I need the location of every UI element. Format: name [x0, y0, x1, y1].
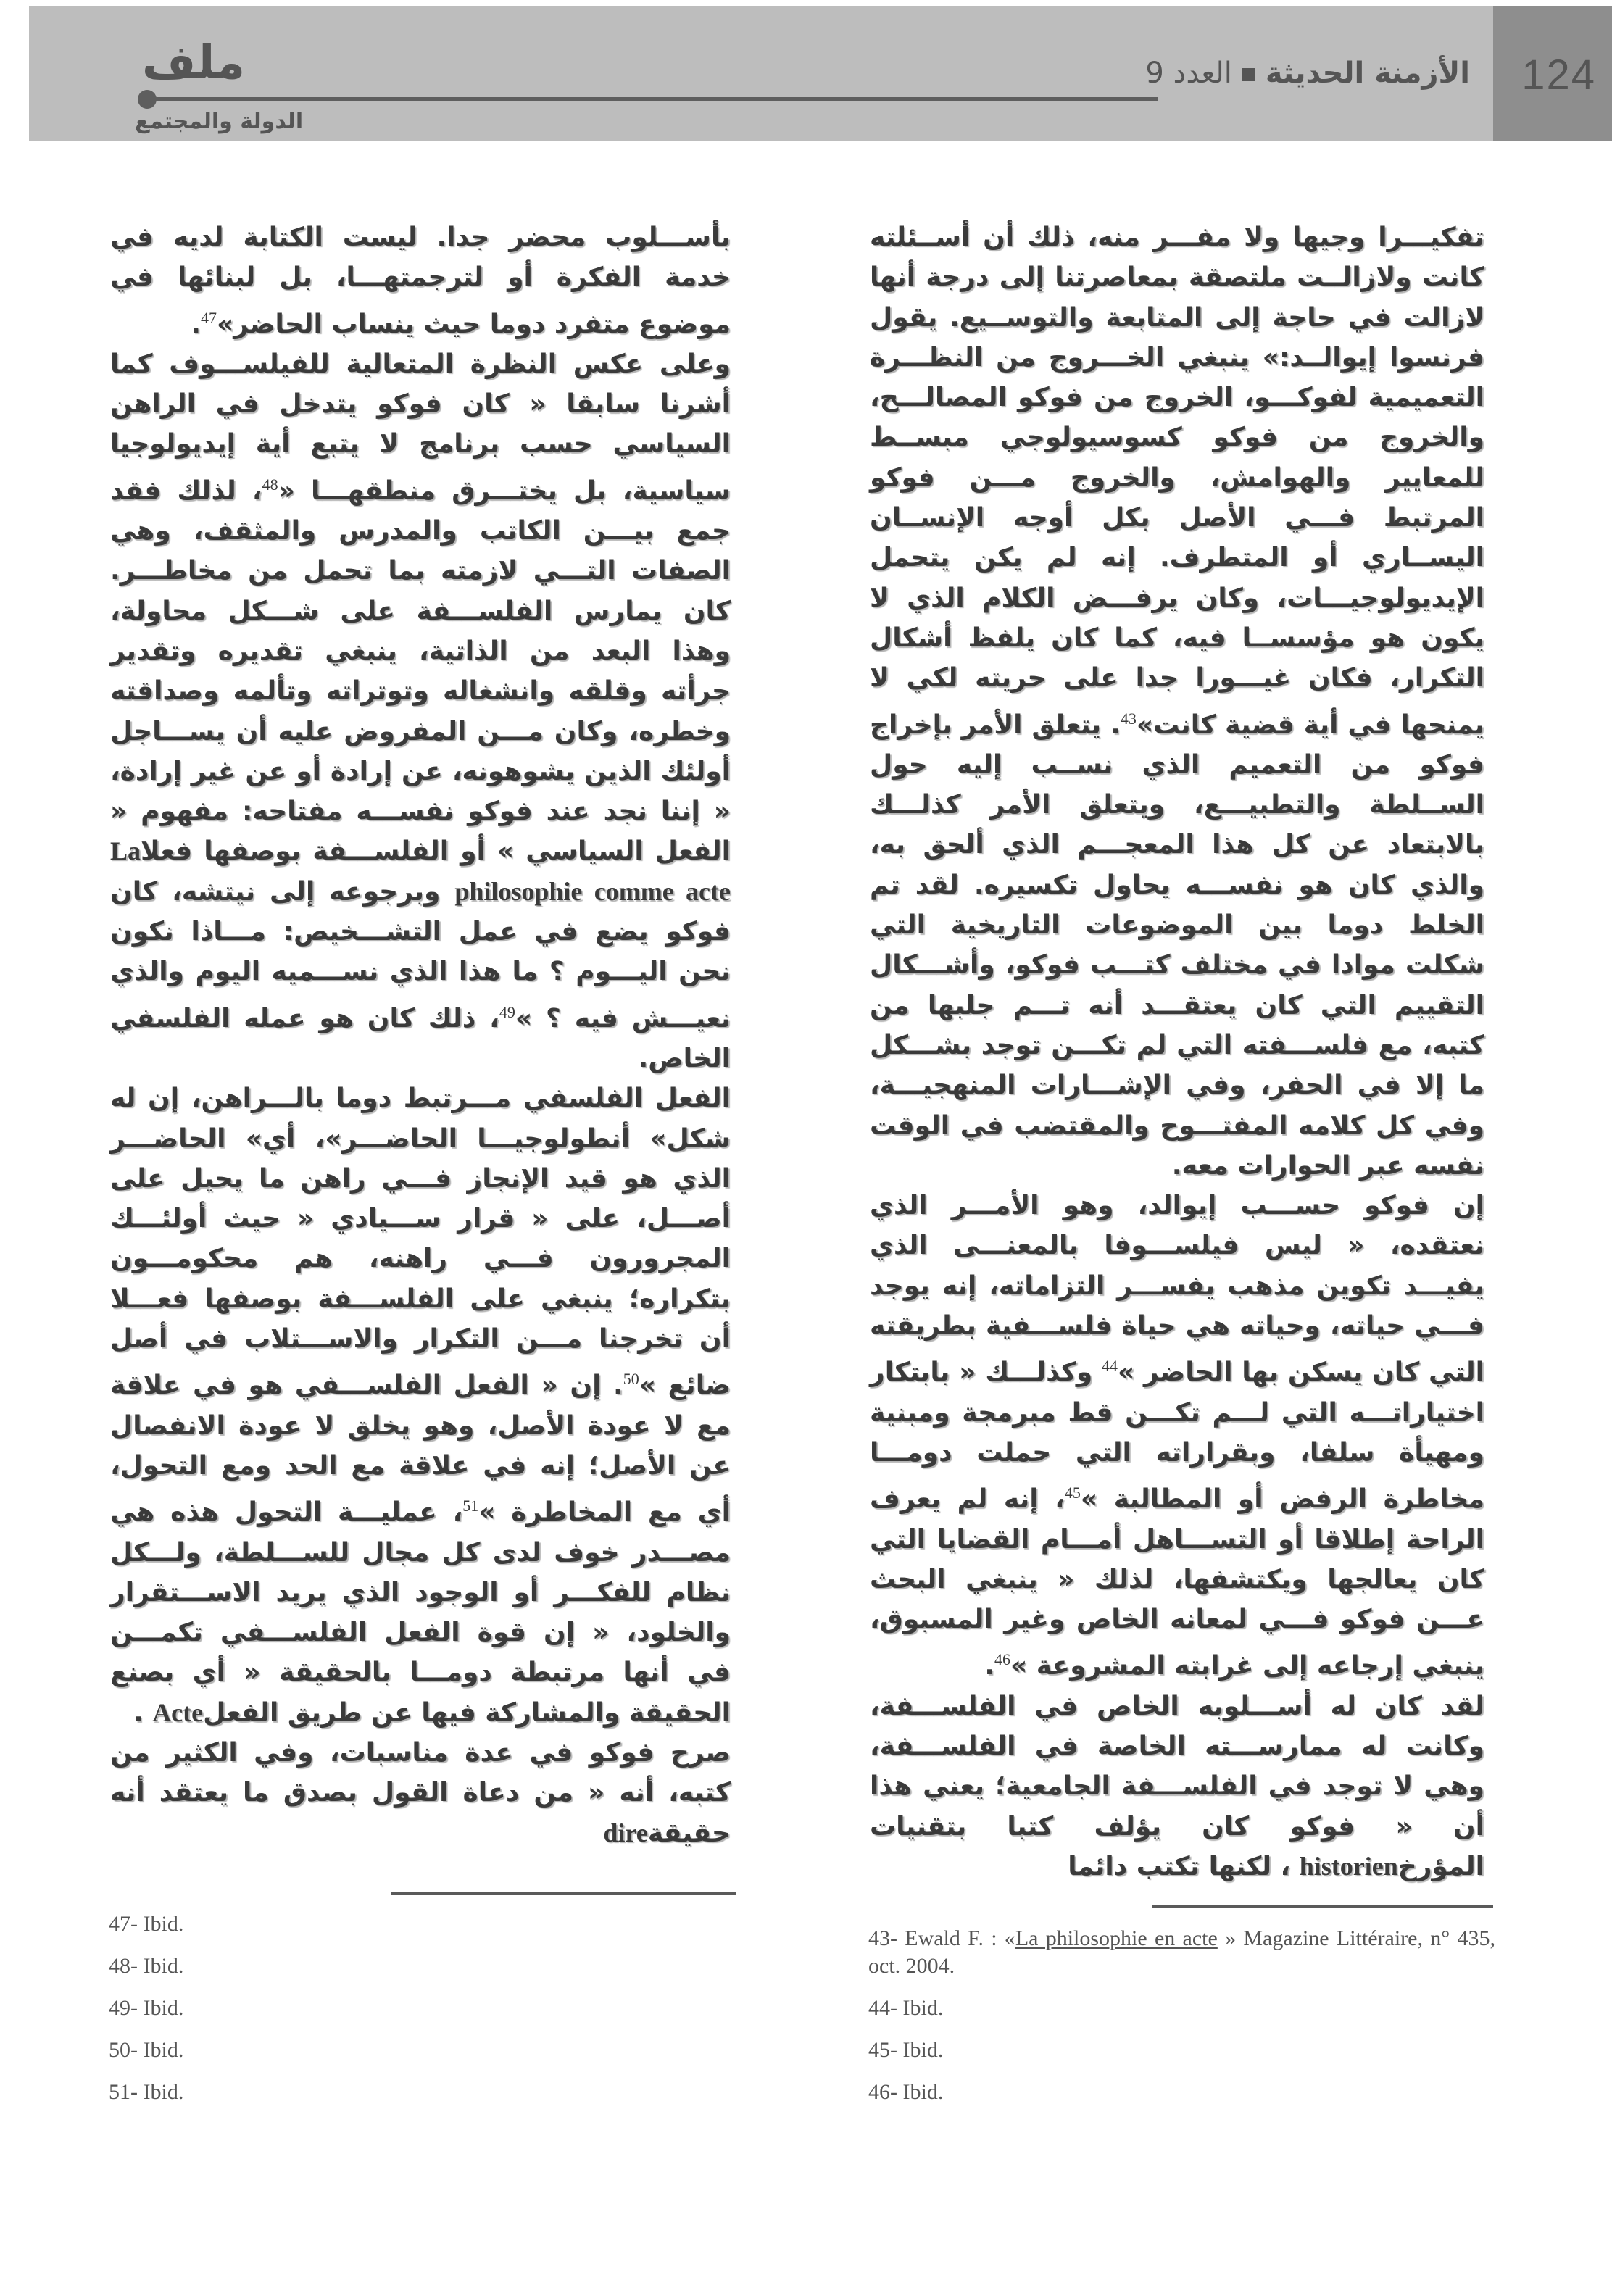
footnote-ref[interactable]: 45 [1064, 1484, 1081, 1502]
text-run: وكذلـــك « بابتكار اختياراتـــه التي لـــم تكـــن قط مبرمجة ومبنية ومهيأة سلفا، وبقراراته التي حملت دومـــا مخاطرة الرفض أو المطالبة » [870, 1357, 1484, 1515]
text-run: ، عمليـــة التحول هذه هي مصـــدر خوف لدى كل مجال للســـلطة، ولـــكل نظام للفكـــر أو الوجود الذي يريد الاســـتقرار والخلود، « إن قوة الفعل الفلســـفي تكمـــن في أنها مرتبطة دومـــا بالحقيقة « أي بصنع الحقيقة والمشاركة فيها عن طريق الفعل [110, 1497, 731, 1728]
paragraph [110, 1733, 731, 1853]
journal-masthead [1145, 57, 1470, 90]
text-run: إن فوكو حســـب إيوالد، وهو الأمـــر الذي نعتقده، « ليس فيلســـوفا بالمعنـــى الذي يفيـــد تكوين مذهب يفســـر التزاماته، إنه يوجد فـــي حياته، وحياته هي حياة فلســـفية بطريقته التي كان يسكن بها الحاضر » [870, 1191, 1484, 1388]
latin-term: Acte [152, 1697, 204, 1727]
footnote-text: Ibid. [143, 2038, 184, 2062]
footnote [868, 2079, 1495, 2106]
footnote [868, 1925, 1495, 1980]
text-run: بأســـلوب محضر جدا. ليست الكتابة لديه في خدمة الفكرة أو لترجمتهـــا، بل لبنائها في موضوع متفرد دوما حيث ينساب الحاضر» [110, 222, 731, 339]
text-run: وعلى عكس النظرة المتعالية للفيلســـوف كما أشرنا سابقا « كان فوكو يتدخل في الراهن السياسي حسب برنامج لا يتبع أية إيديولوجيا سياسية، بل يختـــرق منطقهـــا « [110, 349, 731, 506]
footnote [109, 2037, 399, 2064]
article-column-left [110, 217, 731, 1853]
footnote [109, 2079, 399, 2106]
square-bullet-icon [1242, 68, 1255, 81]
issue-label: العدد 9 [1145, 57, 1232, 90]
footnote-ref[interactable]: 48 [262, 475, 278, 494]
latin-term: historien [1299, 1851, 1398, 1881]
latin-term: La philosophie comme acte [110, 836, 731, 906]
footnote-number: 45- [868, 2038, 897, 2062]
paragraph [110, 344, 731, 1078]
page-header [29, 6, 1612, 141]
footnote-title: La philosophie en acte [1015, 1926, 1218, 1950]
rule-dot-icon [138, 90, 157, 109]
footnote-text: Ibid. [902, 2080, 944, 2104]
footnote-separator-left [391, 1892, 736, 1895]
page-number: 124 [1521, 51, 1596, 99]
paragraph [870, 217, 1484, 1186]
footnote-text: Ibid. [902, 2038, 944, 2062]
footnote [868, 1995, 1495, 2022]
text-run: . إن « الفعل الفلســـفي هو في علاقة مع لا عودة الأصل، وهو يخلق لا عودة الانفصال عن الأصل؛ إنه في علاقة مع الحد ومع التحول، أي مع المخاطرة » [110, 1370, 731, 1528]
footnote-number: 51- [109, 2080, 138, 2104]
footnote-text: Ibid. [143, 1996, 184, 2020]
text-run: ، ذلك كان هو عمله الفلسفي الخاص. [110, 1003, 731, 1073]
footnote-number: 43- [868, 1926, 897, 1950]
footnote-ref[interactable]: 47 [201, 308, 217, 327]
text-run: الفعل الفلسفي مـــرتبط دوما بالـــراهن، إن له شكل» أنطولوجيـــا الحاضـــر»، أي» الحاضـــر الذي هو قيد الإنجاز فـــي راهن ما يحيل على أصـــل، على « قرار ســـيادي « حيث أولئـــك المجرورون فـــي راهنه، هم محكومـــون بتكراره؛ ينبغي على الفلســـفة بوصفها فعـــلا أن تخرجنا مـــن التكرار والاســـتلاب في أصل ضائع » [110, 1083, 731, 1401]
footnote-ref[interactable]: 49 [499, 1002, 515, 1021]
text-run: صرح فوكو في عدة مناسبات، وفي الكثير من كتبه، أنه « من دعاة القول بصدق ما يعتقد أنه حقيقة [110, 1737, 731, 1848]
footnote-ref[interactable]: 43 [1120, 709, 1137, 728]
article-column-right [870, 217, 1484, 1887]
text-run: ، لذلك فقد جمع بيـــن الكاتب والمدرس والمثقف، وهي الصفات التـــي لازمته بما تحمل من مخاطـــر. كان يمارس الفلســـفة على شـــكل محاولة، وهذا البعد من الذاتية، ينبغي تقديره وتقدير جرأته وقلقه وانشغاله وتوتراته وتألمه وصداقته وخطره، وكان مـــن المفروض عليه أن يســـاجل أولئك الذين يشوهونه، عن إرادة أو عن غير إرادة، « إننا نجد عند فوكو نفســـه مفتاحه: مفهوم « الفعل السياسي » أو الفلســـفة بوصفها فعلا [110, 475, 731, 867]
footnote-author: Ewald F. : « [905, 1926, 1015, 1950]
text-run: . [984, 1651, 994, 1681]
text-run: . [133, 1697, 153, 1728]
footnote-text: Ibid. [143, 1954, 184, 1978]
footnote-number: 50- [109, 2038, 138, 2062]
footnote-ref[interactable]: 44 [1102, 1357, 1118, 1376]
header-rule [151, 97, 1158, 101]
text-run: ، لكنها تكتب دائما [1068, 1851, 1300, 1881]
footnote-number: 46- [868, 2080, 897, 2104]
text-run: وبرجوعه إلى نيتشه، كان فوكو يضع في عمل التشـــخيص: مـــاذا نكون نحن اليـــوم ؟ ما هذا الذي نســـميه اليوم والذي نعيـــش فيه ؟ » [110, 876, 731, 1033]
footnote-ref[interactable]: 50 [623, 1370, 639, 1389]
footnotes-left [109, 1910, 399, 2121]
footnote-number: 44- [868, 1996, 897, 2020]
paragraph [110, 1078, 731, 1733]
footnote-number: 49- [109, 1996, 138, 2020]
footnote-text: Ibid. [902, 1996, 944, 2020]
footnote [109, 1952, 399, 1980]
text-run: تفكيـــرا وجيها ولا مفـــر منه، ذلك أن أســئلته كانت ولازالــت ملتصقة بمعاصرتنا إلى درجة أنها لازالت في حاجة إلى المتابعة والتوســيع. يقول فرنسوا إيوالــد:» ينبغي الخـــروج من النظـــرة التعميمية لفوكـــو، الخروج من فوكو المصالـــح، والخروج من فوكو كسوسيولوجي مبســط للمعايير والهوامش، والخروج مـــن فوكو المرتبط فـــي الأصل بكل أوجه الإنســان اليســاري أو المتطرف. إنه لم يكن يتحمل الإيديولوجيـــات، وكان يرفـــض الكلام الذي لا يكون هو مؤسســا فيه، كما كان يلفظ أشكال التكرار، فكان غيـــورا جدا على حريته لكي لا يمنحها في أية قضية كانت» [870, 222, 1484, 740]
footnote-ref[interactable]: 51 [462, 1497, 479, 1515]
journal-name: الأزمنة الحديثة [1265, 57, 1470, 90]
page-number-tab [1493, 6, 1612, 141]
section-subtitle: الدولة والمجتمع [135, 109, 304, 134]
footnotes-right [868, 1925, 1495, 2121]
footnote-number: 48- [109, 1954, 138, 1978]
text-run: لقد كان له أســـلوبه الخاص في الفلســـفة، وكانت له ممارســـته الخاصة في الفلســـفة، وهي لا توجد في الفلســـفة الجامعية؛ يعني هذا أن « فوكو كان يؤلف كتبا بتقنيات المؤرخ [870, 1691, 1484, 1881]
paragraph [110, 217, 731, 344]
text-run: ، إنه لم يعرف الراحة إطلاقا أو التســـاهل أمـــام القضايا التي كان يعالجها ويكتشفها، لذلك « ينبغي البحث عـــن فوكو فـــي لمعانه الخاص وغير المسبوق، ينبغي إرجاعه إلى غرابته المشروعة » [870, 1484, 1484, 1681]
footnote [868, 2037, 1495, 2064]
footnote-ref[interactable]: 46 [994, 1650, 1010, 1669]
footnote-number: 47- [109, 1912, 138, 1936]
footnote [109, 1910, 399, 1938]
text-run: . يتعلق الأمر بإخراج فوكو من التعميم الذي نســب إليه حول الســلطة والتطبيـــع، ويتعلق الأمر كذلـــك بالابتعاد عن كل هذا المعجـــم الذي ألحق به، والذي كان هو نفســـه يحاول تكسيره. لقد تم الخلط دوما بين الموضوعات التاريخية التي شكلت موادا في مختلف كتـــب فوكو، وأشـــكال التقييم التي كان يعتقـــد أنه تـــم جلبها من كتبه، مع فلســـفته التي لم تكـــن توجد بشـــكل ما إلا في الحفر، وفي الإشـــارات المنهجيـــة، وفي كل كلامه المفتـــوح والمقتضب في الوقت نفسه عبر الحوارات معه. [870, 710, 1484, 1181]
section-title: ملف [142, 36, 245, 90]
footnote [109, 1995, 399, 2022]
paragraph [870, 1686, 1484, 1887]
footnote-text: Ibid. [143, 2080, 184, 2104]
text-run: . [191, 309, 202, 339]
footnote-text: Ibid. [143, 1912, 184, 1936]
latin-term: dire [603, 1818, 648, 1847]
footnote-source: » Magazine Littéraire, n° 435, oct. 2004. [868, 1926, 1495, 1978]
paragraph [870, 1186, 1484, 1686]
footnote-separator-right [1152, 1905, 1493, 1908]
